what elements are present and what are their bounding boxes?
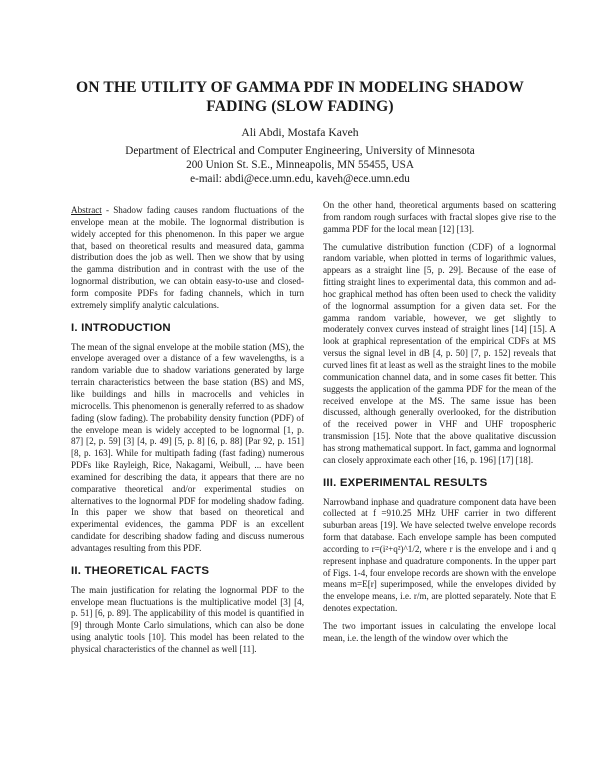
abstract-label: Abstract	[71, 205, 102, 215]
affiliation-email: e-mail: abdi@ece.umn.edu, kaveh@ece.umn.edu	[190, 173, 410, 185]
paper-title: ON THE UTILITY OF GAMMA PDF IN MODELING SHADOW FADING (SLOW FADING)	[76, 79, 524, 115]
right-paragraph-gamma-argument: On the other hand, theoretical arguments based on scattering from random rough surfaces with fractal slopes give rise to the gamma PDF for the local mean [12] [13].	[323, 200, 556, 234]
affiliation-department: Department of Electrical and Computer Engineering, University of Minnesota	[125, 145, 475, 157]
affiliation-block	[80, 144, 520, 186]
section-heading-theoretical-facts: II. THEORETICAL FACTS	[71, 564, 210, 577]
affiliation-address: 200 Union St. S.E., Minneapolis, MN 55455, USA	[186, 159, 414, 171]
section-heading-introduction: I. INTRODUCTION	[71, 321, 171, 334]
abstract-paragraph	[71, 205, 304, 312]
paper-authors: Ali Abdi, Mostafa Kaveh	[241, 126, 359, 139]
experimental-paragraph-1: Narrowband inphase and quadrature component data have been collected at f =910.25 MHz UHF carrier in two different suburban areas [19]. We have selected twelve envelope records form that database. Each envelope sample has been computed according to r=(i²+q²)^1/2, where r is the envelope and i and q represent inphase and quadrature components. In the upper part of Figs. 1-4, four envelope records are shown with the envelope means m=E[r] superimposed, while the envelopes divided by the envelope means, i.e. r/m, are plotted separately. Note that E denotes expectation.	[323, 496, 556, 614]
theoretical-facts-paragraph: The main justification for relating the lognormal PDF to the envelope mean fluctuations is the multiplicative model [3] [4, p. 51] [6, p. 89]. The applicability of this model is quantified in [9] through Monte Carlo simulations, which can also be done using analytic tools [10]. This model has been related to the physical characteristics of the channel as well [11].	[71, 584, 304, 654]
experimental-paragraph-2: The two important issues in calculating the envelope local mean, i.e. the length of the window over which the	[323, 621, 556, 643]
section-heading-experimental-results: III. EXPERIMENTAL RESULTS	[323, 476, 488, 489]
abstract-text: - Shadow fading causes random fluctuations of the envelope mean at the mobile. The lognormal distribution is widely accepted for this phenomenon. In this paper we argue that, based on theoretical results and measured data, gamma distribution does the job as well. Then we show that by using the gamma distribution and in contrast with the use of the lognormal distribution, we can obtain easy-to-use and closed-form composite PDFs for fading channels, which in turn extremely simplify analytic calculations.	[71, 205, 304, 310]
right-column	[323, 200, 556, 651]
right-paragraph-cdf: The cumulative distribution function (CDF) of a lognormal random variable, when plotted in terms of logarithmic values, appears as a straight line [5, p. 29]. Because of the ease of fitting straight lines to experimental data, this common and ad-hoc graphical method has often been used to check the validity of the lognormal assumption for a given data set. For the gamma random variable, however, we get slightly to moderately convex curves instead of straight lines [14] [15]. A look at graphical representation of the empirical CDFs at MS versus the signal level in dB [4, p. 50] [7, p. 152] reveals that curved lines fit at least as well as the straight lines to the mobile communication channel data, and in some cases fit better. This suggests the application of the gamma PDF for the mean of the received envelope at the MS. The same issue has been discussed, although generally overlooked, for the distribution of the received power in VHF and UHF tropospheric transmission [15]. Note that the above qualitative discussion has strong mathematical support. In fact, gamma and lognormal can closely approximate each other [16, p. 196] [17] [18].	[323, 241, 556, 465]
introduction-paragraph: The mean of the signal envelope at the mobile station (MS), the envelope averaged over a distance of a few wavelengths, is a random variable due to shadow variations generated by large terrain characteristics between the base station (BS) and MS, like buildings and hills in macrocells and vehicles in microcells. This phenomenon is generally referred to as shadow fading (slow fading). The probability density function (PDF) of the envelope mean is widely accepted to be lognormal [1, p. 87] [2, p. 59] [3] [4, p. 49] [5, p. 8] [6, p. 88] [Par 92, p. 151] [8, p. 163]. While for multipath fading (fast fading) numerous PDFs like Rayleigh, Rice, Nakagami, Weibull, ... have been examined for describing the data, it appears that there are no comparative theoretical and/or experimental studies on alternatives to the lognormal PDF for modeling shadow fading. In this paper we show that based on theoretical and experimental evidences, the gamma PDF is an excellent candidate for describing shadow fading and discuss numerous advantages resulting from this PDF.	[71, 341, 304, 553]
left-column	[71, 205, 304, 662]
